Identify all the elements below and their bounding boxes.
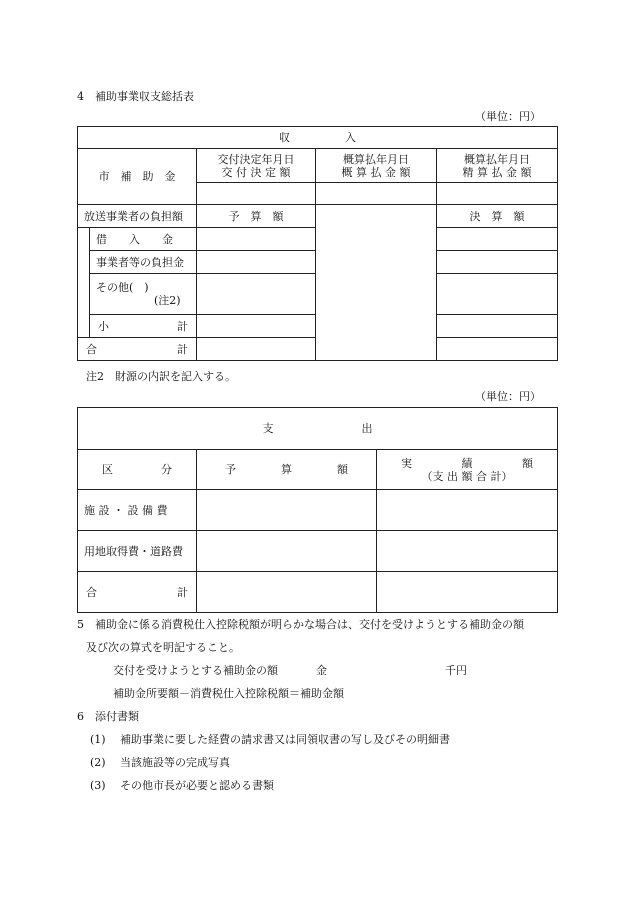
row-land: 用地取得費・道路費 — [78, 531, 197, 572]
cell-land-actual[interactable] — [377, 531, 558, 572]
settlement-header: 決 算 額 — [437, 205, 558, 228]
cell-facility-budget[interactable] — [197, 490, 377, 531]
formula1-kin: 金 — [316, 664, 327, 677]
attachment-item-1-num: (1) — [90, 733, 106, 746]
cell-gaisan-blank — [316, 205, 437, 361]
formula2: 補助金所要額－消費税仕入控除税額＝補助金額 — [113, 687, 344, 700]
cell-loan-settlement[interactable] — [437, 228, 558, 251]
cell-total-settlement[interactable] — [437, 338, 558, 361]
row-facility: 施 設 ・ 設 備 費 — [78, 490, 197, 531]
expense-table — [77, 407, 558, 613]
cell-subtotal-budget[interactable] — [197, 315, 316, 338]
expense-header: 支 出 — [78, 408, 558, 450]
cell-seisan-value[interactable] — [437, 183, 558, 205]
attachment-item-2-num: (2) — [90, 756, 106, 769]
cell-other-budget[interactable] — [197, 274, 316, 315]
cell-gaisan-value[interactable] — [316, 183, 437, 205]
cell-total-budget[interactable] — [197, 338, 316, 361]
col-gaisan-header: 概算払年月日 概 算 払 金 額 — [316, 149, 437, 183]
income-table — [77, 126, 558, 361]
cell-company-settlement[interactable] — [437, 251, 558, 274]
indent-spacer — [78, 228, 90, 338]
attachment-item-3: その他市長が必要と認める書類 — [120, 779, 274, 792]
formula1-unit: 千円 — [445, 664, 467, 677]
unit-label-income: （単位：円） — [475, 110, 541, 123]
section6-title: 6 添付書類 — [77, 710, 139, 723]
row-other: その他( ) (注2) — [90, 274, 197, 315]
formula1-label: 交付を受けようとする補助金の額 — [113, 664, 278, 677]
budget-header: 予 算 額 — [197, 205, 316, 228]
row-loan: 借 入 金 — [90, 228, 197, 251]
section5-line1: 5 補助金に係る消費税仕入控除税額が明らかな場合は、交付を受けようとする補助金の額 — [77, 618, 524, 631]
unit-label-expense: （単位：円） — [475, 390, 541, 403]
col-seisan-header: 概算払年月日 精 算 払 金 額 — [437, 149, 558, 183]
note2: 注2 財源の内訳を記入する。 — [86, 370, 236, 383]
cell-facility-actual[interactable] — [377, 490, 558, 531]
row-subtotal: 小 計 — [90, 315, 197, 338]
col-budget-header: 予 算 額 — [197, 450, 377, 490]
section5-line2: 及び次の算式を明記すること。 — [86, 641, 240, 654]
section4-title: 4 補助事業収支総括表 — [77, 90, 194, 103]
row-expense-total: 合 計 — [78, 572, 197, 613]
col-kubun-header: 区 分 — [78, 450, 197, 490]
attachment-item-1: 補助事業に要した経費の請求書又は同領収書の写し及びその明細書 — [120, 733, 450, 746]
cell-expense-total-actual[interactable] — [377, 572, 558, 613]
row-company-share: 事業者等の負担金 — [90, 251, 197, 274]
cell-land-budget[interactable] — [197, 531, 377, 572]
cell-subtotal-settlement[interactable] — [437, 315, 558, 338]
cell-loan-budget[interactable] — [197, 228, 316, 251]
cell-company-budget[interactable] — [197, 251, 316, 274]
income-header: 収 入 — [78, 127, 558, 149]
cell-koufu-value[interactable] — [197, 183, 316, 205]
row-broadcaster-share: 放送事業者の負担額 — [78, 205, 197, 228]
row-city-subsidy: 市 補 助 金 — [78, 149, 197, 205]
col-actual-header: 実 績 額 （支 出 額 合 計） — [377, 450, 558, 490]
cell-expense-total-budget[interactable] — [197, 572, 377, 613]
attachment-item-2: 当該施設等の完成写真 — [120, 756, 230, 769]
attachment-item-3-num: (3) — [90, 779, 106, 792]
cell-other-settlement[interactable] — [437, 274, 558, 315]
row-income-total: 合 計 — [78, 338, 197, 361]
col-koufu-header: 交付決定年月日 交 付 決 定 額 — [197, 149, 316, 183]
